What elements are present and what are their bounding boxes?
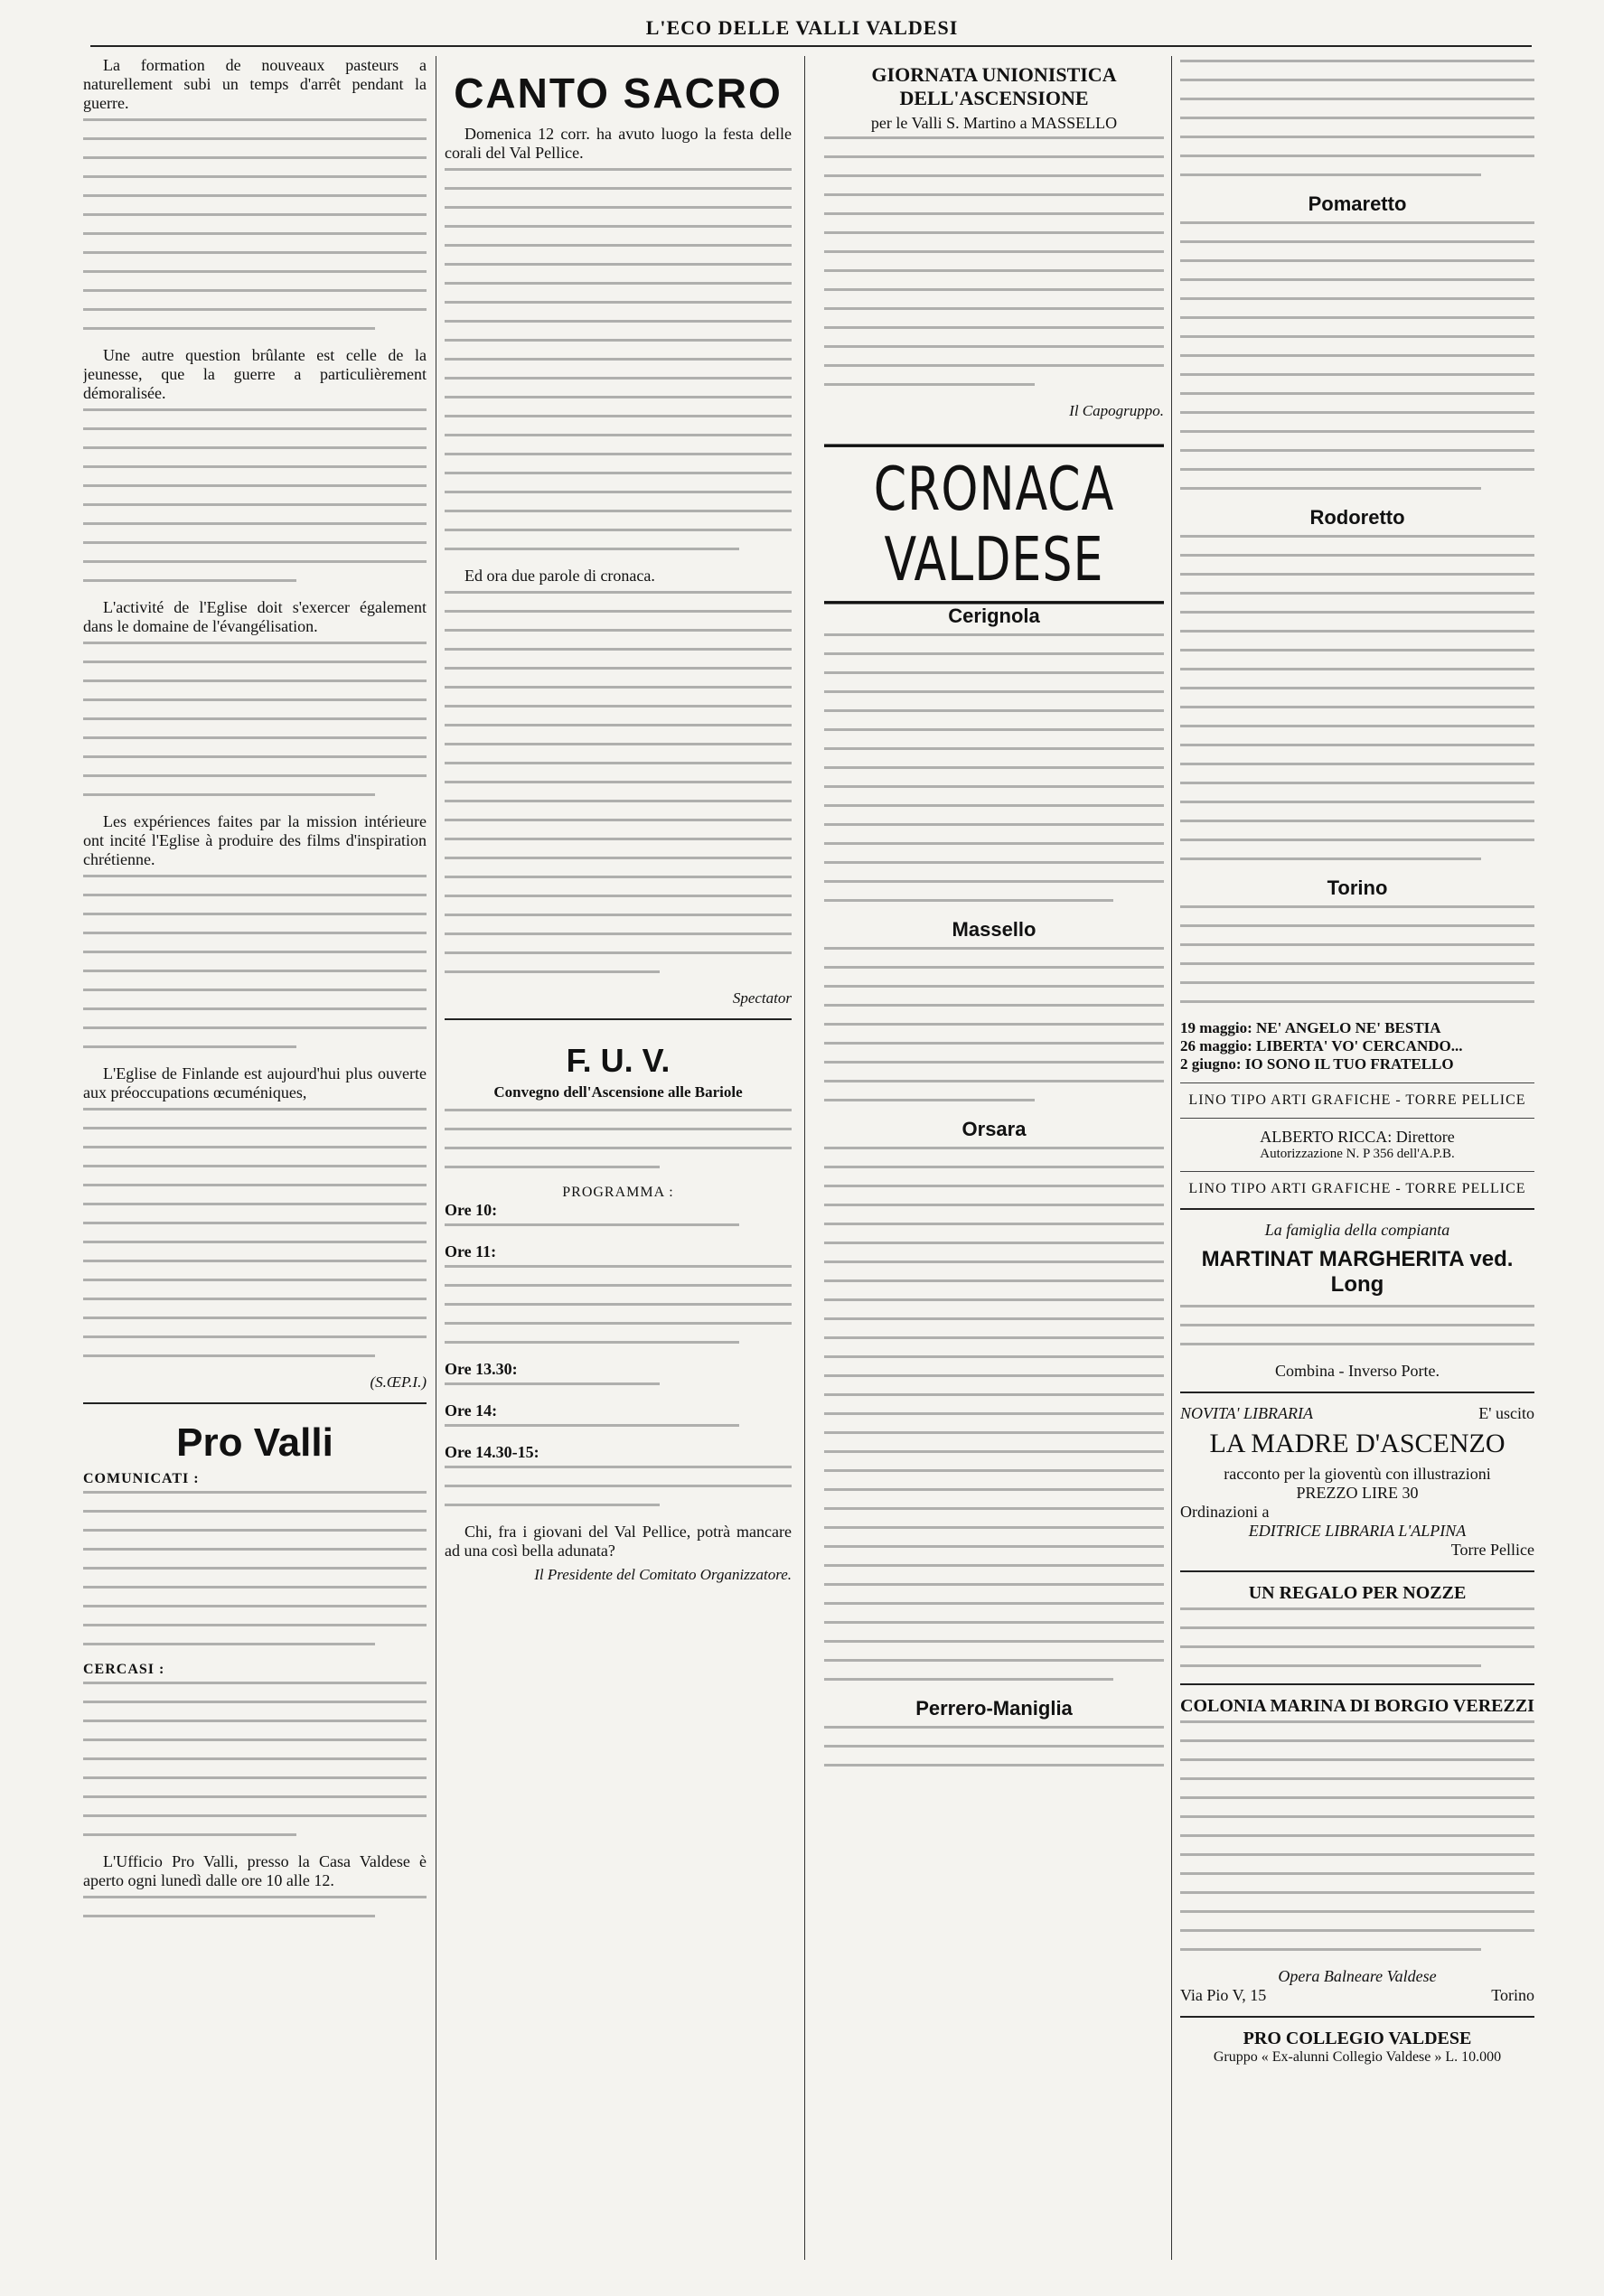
text-block [83,1108,427,1357]
program-list [445,1201,792,1506]
subheading: CERCASI : [83,1662,165,1677]
text-block [445,1109,792,1168]
text-block [1180,1305,1534,1345]
novita-status: E' uscito [1478,1404,1534,1422]
ad-title: COLONIA MARINA DI BORGIO VEREZZI [1180,1696,1534,1716]
book-title: LA MADRE D'ASCENZO [1209,1429,1506,1458]
text-block [1180,221,1534,490]
column-divider [804,56,805,2260]
address-row [1180,1986,1534,2005]
address-street: Via Pio V, 15 [1180,1986,1267,2004]
program-item: Ore 14: [445,1401,498,1420]
section-heading: Massello [952,918,1037,941]
column-1 [83,56,427,2260]
book-desc: racconto per la gioventù con illustrazioni [1224,1465,1491,1483]
ordinazioni: Ordinazioni a [1180,1503,1270,1521]
director-line: ALBERTO RICCA: Direttore [1260,1128,1455,1146]
paragraph: L'Ufficio Pro Valli, presso la Casa Valdese è aperto ogni lunedì dalle ore 10 alle 12. [83,1852,427,1889]
text-block [445,1424,792,1427]
text-block [824,633,1164,902]
paragraph: Les expériences faites par la mission intérieure ont incité l'Eglise à produire des films d'inspiration chrétienne. [83,812,427,868]
text-block [445,1466,792,1506]
divider [1180,1392,1534,1393]
column-4 [1180,56,1534,2260]
signature: Il Capogruppo. [1069,402,1164,419]
text-block [83,1491,427,1645]
section-title: GIORNATA UNIONISTICA DELL'ASCENSIONE [871,63,1117,109]
divider [83,1402,427,1404]
text-block [83,118,427,330]
publisher-city: Torre Pellice [1450,1541,1534,1559]
section-heading: Orsara [961,1118,1027,1140]
text-block [1180,535,1534,860]
text-block [83,1896,427,1917]
section-title: F. U. V. [566,1042,671,1079]
column-divider [1171,56,1172,2260]
torino-item: 19 maggio: NE' ANGELO NE' BESTIA [1180,1019,1441,1036]
signature: Il Presidente del Comitato Organizzatore. [534,1566,792,1583]
text-block [445,1382,792,1385]
novita-label: NOVITA' LIBRARIA [1180,1404,1313,1422]
text-block [1180,905,1534,1003]
torino-item: 26 maggio: LIBERTA' VO' CERCANDO... [1180,1037,1463,1054]
paragraph: L'activité de l'Eglise doit s'exercer également dans le domaine de l'évangélisation. [83,598,427,635]
text-block [83,1682,427,1836]
text-block [83,642,427,796]
section-title: CANTO SACRO [454,70,783,117]
text-block [824,1147,1164,1681]
torino-item: 2 giugno: IO SONO IL TUO FRATELLO [1180,1055,1454,1073]
section-title: Pro Valli [176,1420,333,1465]
section-title: CRONACA VALDESE [824,444,1164,604]
collegio-line: Gruppo « Ex-alunni Collegio Valdese » L. 10.000 [1213,2049,1502,2065]
signature: (S.ŒP.I.) [370,1373,427,1391]
text-block [83,875,427,1048]
text-block [445,1265,792,1344]
signature: Spectator [732,989,792,1007]
authorization-line: Autorizzazione N. P 356 dell'A.P.B. [1260,1147,1455,1161]
paragraph: Ed ora due parole di cronaca. [464,567,655,585]
program-item: Ore 10: [445,1201,498,1219]
divider [1180,1171,1534,1172]
paragraph: La formation de nouveaux pasteurs a naturellement subi un temps d'arrêt pendant la guerre. [83,56,427,112]
divider [1180,1208,1534,1210]
paragraph: L'Eglise de Finlande est aujourd'hui plus ouverte aux préoccupations œcuméniques, [83,1064,427,1101]
notice-name: MARTINAT MARGHERITA ved. Long [1201,1247,1514,1297]
text-block [445,1223,792,1226]
program-item: Ore 13.30: [445,1360,518,1378]
section-heading: Perrero-Maniglia [915,1697,1073,1720]
divider [1180,1118,1534,1119]
novita-row [1180,1404,1534,1423]
program-item: Ore 14.30-15: [445,1443,539,1461]
section-heading: Cerignola [948,604,1040,627]
text-block [824,136,1164,386]
subtitle: per le Valli S. Martino a MASSELLO [870,114,1118,132]
text-block [83,408,427,582]
text-block [445,591,792,973]
text-block [445,168,792,550]
masthead [0,16,1604,40]
address-city: Torino [1491,1986,1534,2004]
text-block [824,1726,1164,1767]
text-block [824,947,1164,1101]
printer-line: LINO TIPO ARTI GRAFICHE - TORRE PELLICE [1188,1092,1526,1108]
divider [1180,1082,1534,1083]
text-block [1180,60,1534,176]
programma-heading: PROGRAMMA : [562,1185,674,1200]
section-heading: Rodoretto [1309,506,1405,529]
subheading: COMUNICATI : [83,1471,200,1486]
printer-line: LINO TIPO ARTI GRAFICHE - TORRE PELLICE [1188,1181,1526,1196]
paragraph: Chi, fra i giovani del Val Pellice, potrà mancare ad una così bella adunata? [445,1523,792,1560]
column-2 [445,56,792,2260]
section-heading: Torino [1327,876,1388,899]
subtitle: Convegno dell'Ascensione alle Bariole [493,1083,743,1101]
book-price: PREZZO LIRE 30 [1296,1484,1419,1502]
column-3 [824,56,1164,2260]
paragraph: Une autre question brûlante est celle de la jeunesse, que la guerre a particulièrement démoralisée. [83,346,427,402]
publisher: EDITRICE LIBRARIA L'ALPINA [1248,1522,1467,1540]
newspaper-title: L'ECO DELLE VALLI VALDESI [645,16,959,39]
notice-intro: La famiglia della compianta [1264,1221,1450,1239]
paragraph: Domenica 12 corr. ha avuto luogo la festa delle corali del Val Pellice. [445,125,792,162]
ad-title: UN REGALO PER NOZZE [1248,1583,1467,1603]
notice-place: Combina - Inverso Porte. [1275,1362,1440,1380]
divider [445,1018,792,1020]
text-block [1180,1720,1534,1951]
masthead-rule [90,45,1532,47]
divider [1180,1570,1534,1572]
text-block [1180,1607,1534,1667]
program-item: Ore 11: [445,1242,497,1260]
section-heading: Pomaretto [1308,192,1407,215]
divider [1180,1683,1534,1685]
divider [1180,2016,1534,2018]
ad-title: PRO COLLEGIO VALDESE [1243,2029,1472,2048]
opera-name: Opera Balneare Valdese [1278,1967,1437,1985]
